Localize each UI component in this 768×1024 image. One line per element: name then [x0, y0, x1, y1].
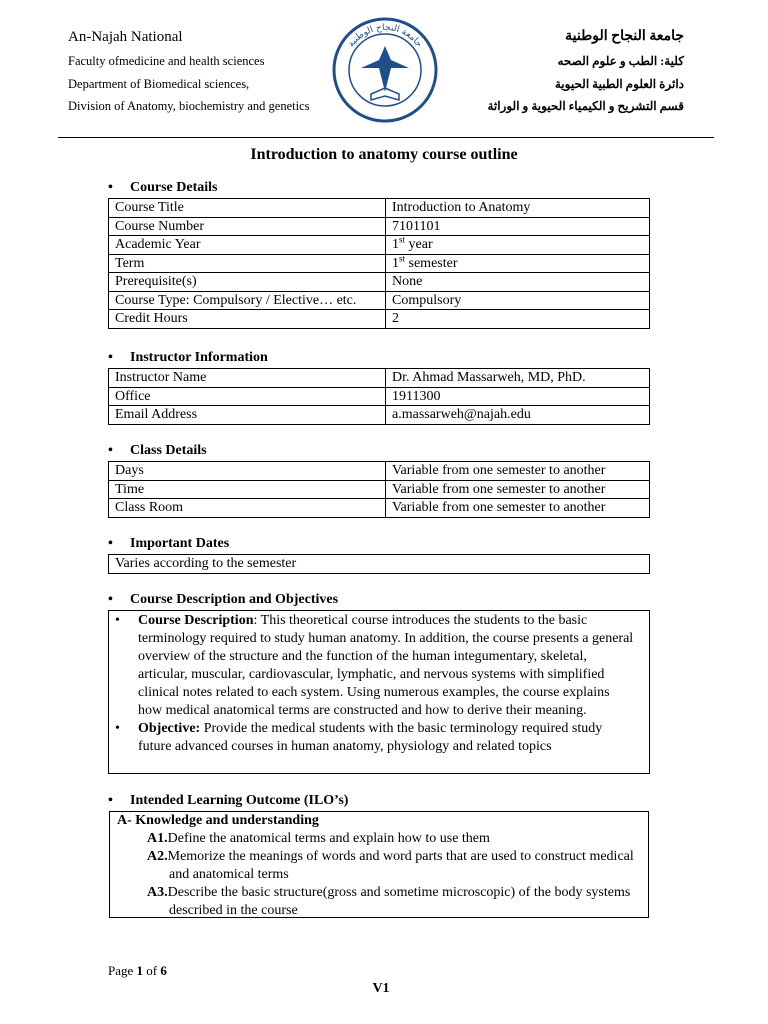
- table-row: Course Title Introduction to Anatomy: [109, 199, 650, 218]
- table-row: Days Variable from one semester to another: [109, 462, 650, 481]
- header-university: An-Najah National: [68, 29, 183, 45]
- objective-item: • Objective: Provide the medical students with the basic terminology required study future advanced courses in human anatomy, physiology and related topics: [115, 721, 603, 754]
- page-number: Page 1 of 6: [108, 963, 167, 978]
- header-university-ar: جامعة النجاح الوطنية: [565, 29, 684, 44]
- header-faculty: Faculty ofmedicine and health sciences: [68, 54, 265, 68]
- header-divider: [58, 137, 714, 138]
- section-important-dates: • Important Dates: [108, 536, 230, 551]
- description-box: [108, 610, 650, 774]
- ilo-subheading: A- Knowledge and understanding: [117, 813, 319, 828]
- header-division: Division of Anatomy, biochemistry and genetics: [68, 99, 310, 113]
- table-row: Academic Year 1st year: [109, 236, 650, 255]
- version-label: V1: [372, 981, 390, 996]
- ilo-item-a1: A1.Define the anatomical terms and explain how to use them: [147, 831, 490, 846]
- table-row: Email Address a.massarweh@najah.edu: [109, 406, 650, 425]
- section-class-details: • Class Details: [108, 443, 207, 458]
- course-details-table: [108, 198, 650, 329]
- header-department: Department of Biomedical sciences,: [68, 77, 250, 91]
- ilo-item-a3: A3.Describe the basic structure(gross and sometime microscopic) of the body systems described in the course: [147, 885, 631, 918]
- ilo-item-a2: A2.Memorize the meanings of words and word parts that are used to construct medical and anatomical terms: [147, 849, 634, 882]
- section-ilo: • Intended Learning Outcome (ILO’s): [108, 793, 349, 808]
- table-row: Varies according to the semester: [109, 555, 650, 574]
- header-department-ar: دائرة العلوم الطبية الحيوية: [554, 77, 684, 91]
- instructor-table: [108, 368, 650, 425]
- table-row: Course Number 7101101: [109, 217, 650, 236]
- table-row: Time Variable from one semester to another: [109, 480, 650, 499]
- section-instructor: • Instructor Information: [108, 350, 268, 365]
- table-row: Course Type: Compulsory / Elective… etc. Compulsory: [109, 291, 650, 310]
- header-division-ar: قسم التشريح و الكيمياء الحيوية و الوراثة: [487, 99, 684, 113]
- ilo-box: [109, 811, 649, 918]
- svg-text:جامعة النجاح الوطنية: جامعة النجاح الوطنية: [346, 22, 424, 50]
- table-row: Class Room Variable from one semester to another: [109, 499, 650, 518]
- page-title: Introduction to anatomy course outline: [250, 146, 518, 163]
- header-faculty-ar: كلية: الطب و علوم الصحه: [557, 54, 684, 68]
- table-row: Instructor Name Dr. Ahmad Massarweh, MD, PhD.: [109, 369, 650, 388]
- section-description: • Course Description and Objectives: [108, 592, 339, 607]
- class-details-table: [108, 461, 650, 518]
- table-row: Office 1911300: [109, 387, 650, 406]
- table-row: Prerequisite(s) None: [109, 273, 650, 292]
- table-row: Term 1st semester: [109, 254, 650, 273]
- table-row: Credit Hours 2: [109, 310, 650, 329]
- section-course-details: • Course Details: [108, 180, 218, 195]
- university-logo: [331, 16, 439, 124]
- description-item: • Course Description: This theoretical course introduces the students to the basic terminology required to study human anatomy. In addition, the course presents a general overview of the structure and the function of the human integumentary, skeletal, articular, muscular, cardiovascular, lymphatic, and nervous systems with simplified clinical notes related to each system. Using numerous examples, the course explains how medical anatomical terms are constructed and how to derive their meaning.: [115, 613, 634, 718]
- important-dates-table: [108, 554, 650, 574]
